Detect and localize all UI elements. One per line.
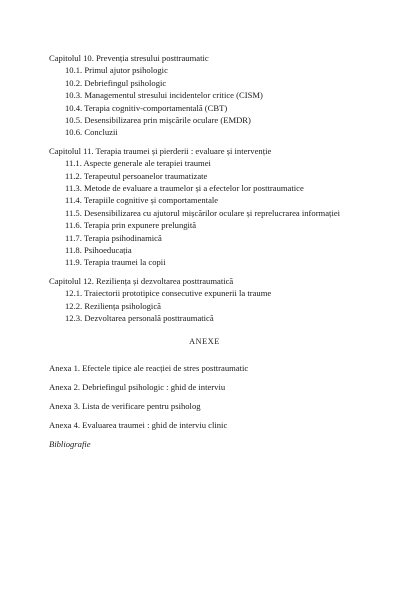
- toc-entry-title: Capitolul 10. Prevenția stresului posttraumatic: [49, 53, 209, 63]
- toc-entry-title: 11.1. Aspecte generale ale terapiei traumei: [65, 158, 211, 169]
- toc-entry-title: 10.2. Debriefingul psihologic: [65, 77, 167, 88]
- toc-entry-title: 11.4. Terapiile cognitive și comportamentale: [65, 195, 219, 206]
- toc-entry-title: 12.2. Reziliența psihologică: [65, 300, 161, 311]
- toc-entry-title: 10.4. Terapia cognitiv-comportamentală (CBT): [65, 102, 228, 113]
- toc-entry-title: Anexa 1. Efectele tipice ale reacției de stres posttraumatic: [49, 363, 249, 373]
- toc-entry-title: 11.9. Terapia traumei la copii: [65, 257, 166, 268]
- toc-entry-title: 11.5. Desensibilizarea cu ajutorul mișcărilor oculare și reprelucrarea informației: [65, 207, 341, 218]
- toc-entry-title: 11.7. Terapia psihodinamică: [65, 232, 162, 243]
- anexe-heading: ANEXE: [189, 337, 220, 346]
- toc-entry-title: 12.1. Traiectorii prototipice consecutive expunerii la traume: [65, 288, 272, 299]
- toc-entry-title: Bibliografie: [49, 439, 91, 449]
- toc-entry-title: 10.5. Desensibilizarea prin mișcările oculare (EMDR): [65, 115, 251, 125]
- toc-entry-title: Anexa 3. Lista de verificare pentru psiholog: [49, 401, 201, 411]
- toc-entry-title: 11.8. Psihoeducația: [65, 245, 132, 255]
- toc-entry-title: Capitolul 12. Reziliența și dezvoltarea posttraumatică: [49, 275, 234, 286]
- toc-entry-title: Capitolul 11. Terapia traumei și pierderii : evaluare și intervenție: [49, 145, 272, 156]
- toc-entry-title: 11.3. Metode de evaluare a traumelor și a efectelor lor posttraumatice: [65, 183, 304, 193]
- toc-entry-title: 10.1. Primul ajutor psihologic: [65, 65, 168, 76]
- toc-entry-title: Anexa 2. Debriefingul psihologic : ghid de interviu: [49, 382, 226, 392]
- toc-entry-title: 11.6. Terapia prin expunere prelungită: [65, 220, 197, 231]
- toc-entry-title: 10.3. Managementul stresului incidentelor critice (CISM): [65, 90, 263, 101]
- toc-entry-title: 11.2. Terapeutul persoanelor traumatizate: [65, 170, 208, 181]
- toc-entry-title: 12.3. Dezvoltarea personală posttraumatică: [65, 313, 214, 323]
- toc-entry-title: 10.6. Concluzii: [65, 127, 118, 138]
- toc-entry-title: Anexa 4. Evaluarea traumei : ghid de interviu clinic: [49, 420, 228, 430]
